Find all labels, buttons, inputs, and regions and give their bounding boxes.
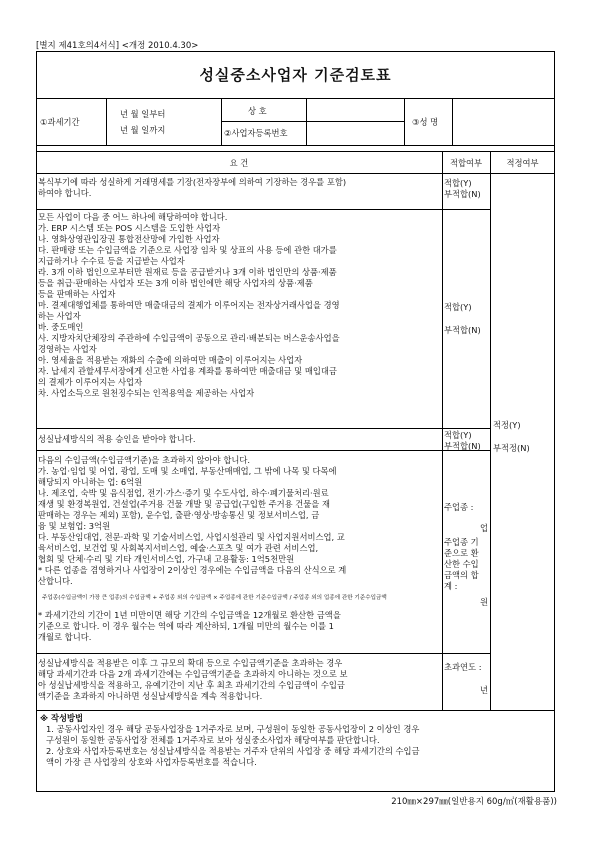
eligibility-column-header: 적합여부 — [449, 158, 483, 168]
requirement-line: 나. 제조업, 숙박 및 음식점업, 전기·가스·증기 및 수도사업, 하수·폐기물처리·원료 — [38, 488, 329, 498]
requirement-line: 판매하는 경우는 제외) 포함), 운수업, 출판·영상·방송통신 및 정보서비스업, 금 — [38, 510, 320, 520]
eligibility-check-row-3[interactable] — [444, 430, 481, 452]
requirement-line: 모든 사업이 다음 중 어느 하나에 해당하여야 합니다. — [38, 212, 228, 222]
instructions-section — [40, 713, 420, 768]
requirement-line: 기준으로 합니다. 이 경우 월수는 역에 따라 계산하되, 1개월 미만의 월수는 이를 1 — [38, 621, 334, 631]
requirement-line: 성실납세방식을 적용받은 이후 그 규모의 확대 등으로 수입금액기준을 초과하는 경우 — [38, 658, 343, 668]
requirement-line: 개월로 합니다. — [38, 632, 92, 642]
requirement-line: 아 성실납세방식을 적용하고, 유예기간이 지난 후 최초 과세기간의 수입금액이 수입금 — [38, 680, 345, 690]
ineligible-option[interactable]: 부적합(N) — [444, 325, 481, 335]
excess-year-label: 초과연도 : — [444, 662, 482, 672]
requirement-line: 등을 취급·판매하는 사업자 또는 3개 이하 법인에만 해당 사업자의 상품·제품 — [38, 278, 313, 288]
converted-revenue-label: 계 : — [444, 581, 458, 591]
eligible-option[interactable]: 적합(Y) — [444, 430, 472, 440]
main-business-entry[interactable] — [444, 502, 488, 534]
period-to-label: 년 월 일까지 — [120, 125, 166, 135]
requirement-line: 산합니다. — [38, 576, 73, 586]
form-header-note: [별지 제41호의4서식] <개정 2010.4.30> — [36, 41, 199, 51]
instruction-line: 2. 상호와 사업자등록번호는 성실납세방식을 적용받는 거주자 단위의 사업장 중 해당 과세기간의 수입금 — [46, 746, 420, 756]
excess-year-unit: 년 — [479, 685, 488, 695]
requirement-line: 지급하거나 수수료 등을 지급받는 사업자 — [38, 256, 185, 266]
biz-reg-number-field[interactable] — [309, 124, 402, 142]
name-label: ③성 명 — [412, 117, 439, 127]
requirement-line: * 다른 업종을 겸영하거나 사업장이 2이상인 경우에는 수입금액을 다음의 산식으로 계 — [38, 565, 347, 575]
eligibility-check-row-2[interactable] — [444, 302, 481, 336]
converted-revenue-label: 산한 수입 — [444, 559, 479, 569]
instructions-title: ※ 작성방법 — [40, 713, 84, 723]
eligible-option[interactable]: 적합(Y) — [444, 302, 472, 312]
requirement-line: 성실납세방식의 적용 승인을 받아야 합니다. — [38, 434, 196, 444]
instruction-line: 1. 공동사업자인 경우 해당 공동사업장을 1거주자로 보며, 구성원이 동일한 공동사업장이 2 이상인 경우 — [46, 724, 420, 734]
requirement-row-2 — [38, 212, 340, 399]
ineligible-option[interactable]: 부적합(N) — [444, 189, 481, 199]
suitability-column-header: 적정여부 — [506, 158, 539, 168]
requirement-line: 융 및 보험업: 3억원 — [38, 521, 111, 531]
excess-year-entry[interactable] — [444, 662, 488, 696]
requirement-line: 나. 영화상영관입장권 통합전산망에 가입한 사업자 — [38, 234, 220, 244]
requirement-line: 차. 사업소득으로 원천징수되는 인적용역을 제공하는 사업자 — [38, 388, 255, 398]
tax-period-label: ①과세기간 — [40, 117, 80, 127]
requirement-line: 해당되지 아니하는 업: 6억원 — [38, 477, 143, 487]
converted-revenue-label: 준으로 환 — [444, 548, 479, 558]
requirement-line: 하는 사업자 — [38, 311, 81, 321]
suitability-check[interactable] — [493, 420, 530, 454]
paper-spec-footer: 210㎜×297㎜(일반용지 60g/㎡(재활용품)) — [391, 797, 557, 807]
name-field[interactable] — [455, 101, 552, 143]
requirement-line: 가. 농업·임업 및 어업, 광업, 도매 및 소매업, 부동산매매업, 그 밖에 나목 및 다목에 — [38, 466, 337, 476]
requirement-line: 라. 3개 이하 법인으로부터만 원재료 등을 공급받거나 3개 이하 법인만의 상품·제품 — [38, 267, 337, 277]
requirement-row-1 — [38, 177, 346, 199]
requirement-line: 육서비스업, 보건업 및 사회복지서비스업, 예술·스포츠 및 여가 관련 서비스업, — [38, 543, 319, 553]
main-business-label: 주업종 : — [444, 502, 474, 512]
converted-revenue-entry[interactable] — [444, 537, 488, 608]
requirement-line: 아. 영세율을 적용받는 재화의 수출에 의하여만 매출이 이루어지는 사업자 — [38, 355, 303, 365]
converted-revenue-label: 주업종 기 — [444, 537, 479, 547]
trade-name-label: 상 호 — [248, 106, 267, 116]
converted-revenue-label: 금액의 합 — [444, 570, 479, 580]
period-from-label: 년 월 일부터 — [120, 109, 166, 119]
converted-revenue-unit: 원 — [479, 597, 488, 607]
requirement-line: 액기준을 초과하지 아니하면 성실납세방식을 계속 적용합니다. — [38, 691, 263, 701]
instruction-line: 구성원이 동일한 공동사업장 전체를 1거주자로 보아 성실중소사업자 해당여부를 판단합니다. — [46, 735, 380, 745]
unsuitable-option[interactable]: 부적정(N) — [493, 443, 530, 453]
requirement-line: 의 결제가 이루어지는 사업자 — [38, 377, 143, 387]
requirement-line: 자. 납세지 관할세무서장에게 신고한 사업용 계좌를 통하여만 매출대금 및 매입대금 — [38, 366, 337, 376]
requirement-line: 복식부기에 따라 성실하게 거래명세를 기장(전자장부에 의하여 기장하는 경우를 포함) — [38, 177, 347, 187]
requirement-line: * 과세기간의 기간이 1년 미만이면 해당 기간의 수입금액을 12개월로 환산한 금액을 — [38, 610, 341, 620]
suitable-option[interactable]: 적정(Y) — [493, 420, 521, 430]
requirement-line: 협회 및 단체·수리 및 기타 개인서비스업, 가구내 고용활동: 1억5천만원 — [38, 554, 295, 564]
requirement-row-5 — [38, 658, 348, 702]
instruction-line: 액이 가장 큰 사업장의 상호와 사업자등록번호를 적습니다. — [46, 757, 257, 767]
requirement-line: 등을 판매하는 사업자 — [38, 289, 116, 299]
requirement-line: 경영하는 사업자 — [38, 344, 97, 354]
requirement-line: 마. 결제대행업체를 통하여만 매출대금의 결제가 이루어지는 전자상거래사업을 경영 — [38, 300, 340, 310]
eligible-option[interactable]: 적합(Y) — [444, 178, 472, 188]
requirement-row-3 — [38, 434, 195, 445]
requirement-line: 하여야 합니다. — [38, 188, 92, 198]
requirement-line: 다. 판매량 또는 수입금액을 기준으로 사업장 임차 및 상표의 사용 등에 관한 대가를 — [38, 245, 337, 255]
requirement-line: 다. 부동산임대업, 전문·과학 및 기술서비스업, 사업시설관리 및 사업지원서비스업, 교 — [38, 532, 345, 542]
eligibility-check-row-1[interactable] — [444, 178, 481, 200]
requirement-line: 가. ERP 시스템 또는 POS 시스템을 도입한 사업자 — [38, 223, 221, 233]
revenue-formula: 주업종(수입금액이 가장 큰 업종)의 수입금액 + 주업종 외의 수입금액 × 주업종에 관한 기준수입금액 / 주업종 외의 업종에 관한 기준수입금액 — [42, 595, 387, 601]
ineligible-option[interactable]: 부적합(N) — [444, 441, 481, 451]
requirement-row-4 — [38, 455, 442, 643]
requirement-column-header: 요 건 — [229, 158, 249, 168]
form-title: 성실중소사업자 기준검토표 — [199, 66, 392, 84]
requirement-line: 다음의 수입금액(수입금액기준)을 초과하지 않아야 합니다. — [38, 455, 251, 465]
requirement-line: 재생 및 환경복원업, 건설업(주거용 건물 개발 및 공급업(구입한 주거용 건물을 재 — [38, 499, 330, 509]
requirement-line: 해당 과세기간과 다음 2개 과세기간에는 수입금액기준을 초과하지 아니하는 것으로 보 — [38, 669, 348, 679]
main-business-unit: 업 — [479, 523, 488, 533]
requirement-line: 사. 지방자치단체장의 주관하에 수입금액이 공동으로 관리·배분되는 버스운송사업을 — [38, 333, 340, 343]
trade-name-field[interactable] — [309, 101, 402, 119]
biz-reg-number-label: ②사업자등록번호 — [224, 128, 288, 138]
requirement-line: 바. 중도매인 — [38, 322, 84, 332]
